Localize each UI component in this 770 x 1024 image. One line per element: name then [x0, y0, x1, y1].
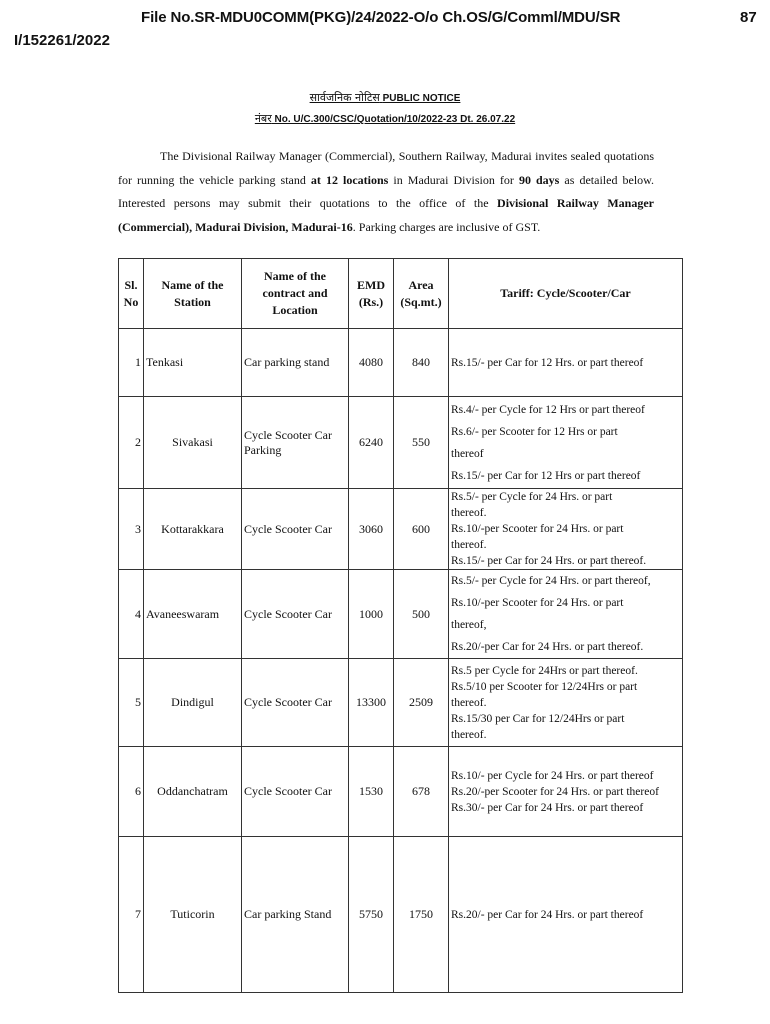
tariff-line: Rs.5/- per Cycle for 24 Hrs. or part thereof, [451, 575, 651, 587]
header-tariff: Tariff: Cycle/Scooter/Car [449, 259, 683, 329]
notice-body [118, 145, 654, 239]
header-contract: Name of the contract and Location [242, 259, 349, 329]
cell-emd: 1000 [349, 570, 394, 659]
cell-tariff [449, 747, 683, 837]
tariff-line: Rs.5 per Cycle for 24Hrs or part thereof. [451, 664, 638, 677]
notice-number [0, 111, 770, 126]
cell-contract: Cycle Scooter Car [242, 659, 349, 747]
table-row [119, 397, 683, 489]
cell-emd: 4080 [349, 329, 394, 397]
cell-sl: 4 [119, 570, 144, 659]
file-number: File No.SR-MDU0COMM(PKG)/24/2022-O/o Ch.OS/G/Comml/MDU/SR [141, 9, 621, 26]
body-text-3: as detailed below. Interested persons may submit their quotations to the office of the [118, 172, 655, 210]
table-row [119, 489, 683, 570]
cell-station: Dindigul [144, 659, 242, 747]
cell-sl: 3 [119, 489, 144, 570]
tariff-line: Rs.4/- per Cycle for 12 Hrs or part thereof [451, 403, 645, 416]
cell-tariff [449, 397, 683, 489]
cell-sl: 1 [119, 329, 144, 397]
tariff-line: Rs.6/- per Scooter for 12 Hrs or part [451, 425, 618, 438]
body-text-2: in Madurai Division for [393, 172, 514, 187]
cell-tariff [449, 329, 683, 397]
tariff-line: Rs.15/- per Car for 24 Hrs. or part thereof. [451, 555, 647, 567]
cell-emd: 1530 [349, 747, 394, 837]
table-row [119, 659, 683, 747]
body-text-1: The Divisional Railway Manager (Commercial), Southern Railway, Madurai invites sealed quotations for running the vehicle parking stand [118, 149, 654, 187]
tariff-line: thereof. [451, 728, 487, 741]
body-locations: at 12 locations [310, 172, 389, 187]
page-number: 87 [740, 9, 757, 26]
table-row [119, 837, 683, 993]
header-sl: Sl. No [119, 259, 144, 329]
table-row [119, 747, 683, 837]
tariff-line: Rs.20/- per Car for 24 Hrs. or part thereof [451, 908, 644, 921]
tariff-line: Rs.15/- per Car for 12 Hrs. or part thereof [451, 356, 644, 369]
cell-station: Tenkasi [144, 329, 242, 397]
tariff-line: Rs.20/-per Car for 24 Hrs. or part thereof. [451, 641, 644, 653]
cell-emd: 13300 [349, 659, 394, 747]
cell-sl: 6 [119, 747, 144, 837]
tariff-line: Rs.15/30 per Car for 12/24Hrs or part [451, 712, 625, 725]
tariff-line: Rs.30/- per Car for 24 Hrs. or part thereof [451, 801, 644, 814]
body-days: 90 days [518, 172, 560, 187]
cell-station: Avaneeswaram [144, 570, 242, 659]
tariff-line: Rs.10/-per Scooter for 24 Hrs. or part [451, 597, 624, 609]
cell-contract: Cycle Scooter Car Parking [242, 397, 349, 489]
tariff-line: Rs.10/- per Cycle for 24 Hrs. or part thereof [451, 769, 654, 782]
table-row [119, 570, 683, 659]
cell-area: 678 [394, 747, 449, 837]
tariff-line: Rs.20/-per Scooter for 24 Hrs. or part thereof [451, 785, 659, 798]
tariff-line: thereof. [451, 507, 487, 519]
cell-sl: 7 [119, 837, 144, 993]
cell-emd: 5750 [349, 837, 394, 993]
cell-emd: 3060 [349, 489, 394, 570]
cell-station: Tuticorin [144, 837, 242, 993]
cell-contract: Car parking Stand [242, 837, 349, 993]
cell-tariff [449, 570, 683, 659]
cell-area: 500 [394, 570, 449, 659]
cell-station: Sivakasi [144, 397, 242, 489]
tariff-line: thereof. [451, 539, 487, 551]
tariff-line: Rs.5/- per Cycle for 24 Hrs. or part [451, 491, 613, 503]
cell-emd: 6240 [349, 397, 394, 489]
notice-title [0, 90, 770, 105]
tariff-line: thereof [451, 447, 484, 460]
tariff-line: Rs.15/- per Car for 12 Hrs or part thereof [451, 469, 641, 482]
cell-tariff [449, 837, 683, 993]
cell-area: 600 [394, 489, 449, 570]
table-row [119, 329, 683, 397]
notice-title-english: PUBLIC NOTICE [382, 93, 461, 104]
header-area: Area (Sq.mt.) [394, 259, 449, 329]
notice-title-hindi: सार्वजनिक नोटिस [309, 91, 380, 104]
tariff-line: Rs.10/-per Scooter for 24 Hrs. or part [451, 523, 624, 535]
cell-contract: Cycle Scooter Car [242, 747, 349, 837]
body-text-4: . Parking charges are inclusive of GST. [352, 219, 541, 234]
cell-area: 2509 [394, 659, 449, 747]
table-header-row [119, 259, 683, 329]
cell-sl: 5 [119, 659, 144, 747]
header-station: Name of the Station [144, 259, 242, 329]
tariff-line: Rs.5/10 per Scooter for 12/24Hrs or part [451, 680, 638, 693]
cell-tariff [449, 659, 683, 747]
parking-table [118, 258, 683, 993]
notice-number-hindi: नंबर [254, 112, 272, 125]
cell-area: 1750 [394, 837, 449, 993]
body-office: Divisional Railway Manager (Commercial), Madurai Division, Madurai-16 [118, 196, 654, 234]
cell-contract: Car parking stand [242, 329, 349, 397]
cell-station: Kottarakkara [144, 489, 242, 570]
notice-number-english: No. U/C.300/CSC/Quotation/10/2022-23 Dt. 26.07.22 [274, 114, 516, 125]
file-number-continuation: I/152261/2022 [14, 32, 110, 49]
cell-area: 550 [394, 397, 449, 489]
cell-tariff [449, 489, 683, 570]
cell-sl: 2 [119, 397, 144, 489]
tariff-line: thereof. [451, 696, 487, 709]
cell-station: Oddanchatram [144, 747, 242, 837]
cell-area: 840 [394, 329, 449, 397]
cell-contract: Cycle Scooter Car [242, 489, 349, 570]
header-emd: EMD (Rs.) [349, 259, 394, 329]
cell-contract: Cycle Scooter Car [242, 570, 349, 659]
tariff-line: thereof, [451, 619, 487, 631]
